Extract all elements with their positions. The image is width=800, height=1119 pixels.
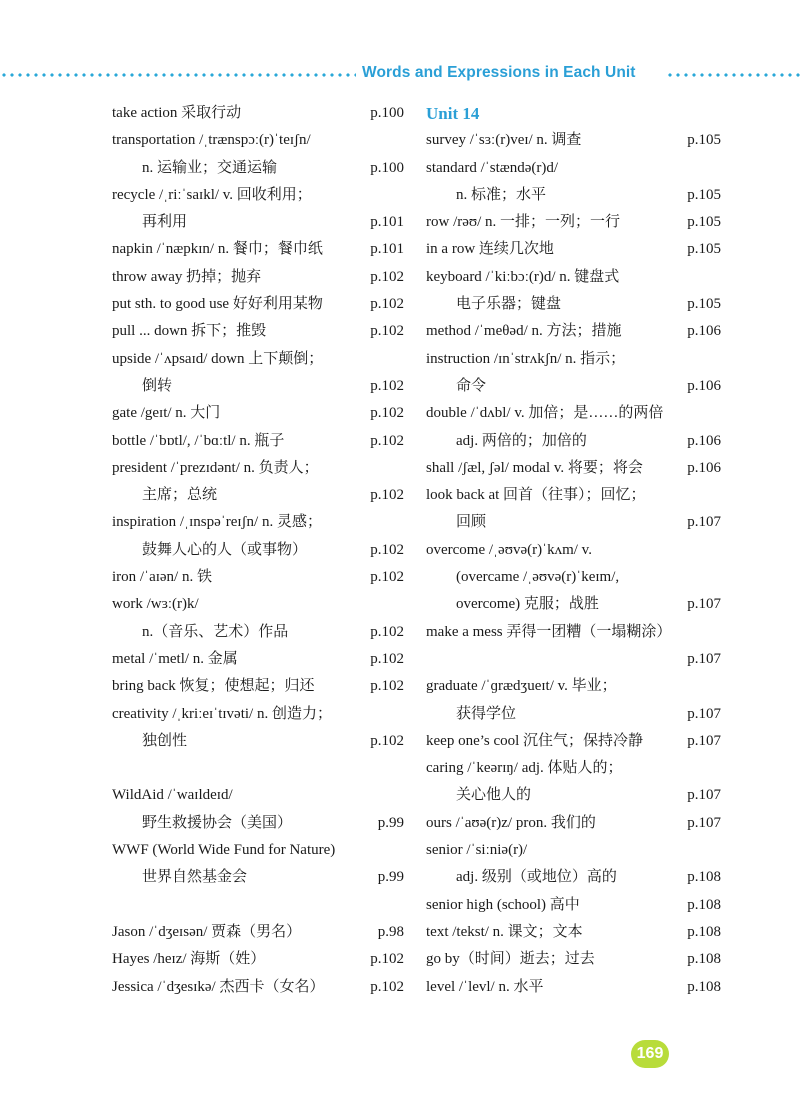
page-number: 169 — [631, 1040, 669, 1068]
entry-page-ref: p.108 — [687, 978, 721, 995]
glossary-entry — [112, 482, 404, 509]
entry-text: n.（音乐、艺术）作品 — [142, 623, 289, 640]
entry-page-ref: p.108 — [687, 951, 721, 968]
section-title: Words and Expressions in Each Unit — [362, 64, 636, 81]
entry-text: ours /ˈaʊə(r)z/ pron. 我们的 — [426, 814, 596, 831]
entry-text: senior high (school) 高中 — [426, 896, 580, 913]
entry-text: go by（时间）逝去；过去 — [426, 951, 595, 968]
entry-page-ref: p.101 — [370, 214, 404, 231]
entry-text: overcome /ˌəʊvə(r)ˈkʌm/ v. — [426, 541, 592, 558]
glossary-entry — [426, 100, 718, 127]
entry-page-ref: p.99 — [377, 814, 404, 831]
glossary-entry — [112, 236, 404, 263]
glossary-entry — [426, 728, 721, 755]
entry-page-ref: p.102 — [370, 432, 404, 449]
entry-text: 获得学位 — [456, 705, 517, 722]
entry-text: 命令 — [456, 377, 487, 394]
glossary-entry — [112, 100, 404, 127]
entry-text: adj. 两倍的；加倍的 — [456, 432, 587, 449]
glossary-entry — [112, 946, 404, 973]
entry-text: WildAid /ˈwaɪldeɪd/ — [112, 787, 233, 804]
entry-page-ref: p.106 — [687, 432, 721, 449]
entry-text: 主席；总统 — [142, 487, 218, 504]
glossary-entry — [426, 428, 721, 455]
glossary-entry — [112, 509, 404, 536]
glossary-entry — [112, 864, 404, 891]
entry-text: president /ˈprezɪdənt/ n. 负责人； — [112, 459, 319, 476]
glossary-entry — [426, 564, 718, 591]
glossary-entry — [426, 264, 718, 291]
glossary-entry — [426, 946, 721, 973]
glossary-entry — [426, 892, 721, 919]
entry-text: gate /geɪt/ n. 大门 — [112, 405, 221, 422]
glossary-entry — [426, 455, 721, 482]
entry-text: standard /ˈstændə(r)d/ — [426, 159, 559, 176]
glossary-entry — [426, 755, 718, 782]
glossary-entry — [112, 728, 404, 755]
entry-page-ref: p.102 — [370, 487, 404, 504]
entry-page-ref: p.105 — [687, 214, 721, 231]
entry-text: 回顾 — [456, 514, 487, 531]
glossary-entry — [112, 619, 404, 646]
entry-page-ref: p.101 — [370, 241, 404, 258]
glossary-entry — [112, 346, 404, 373]
entry-page-ref: p.107 — [687, 650, 721, 667]
entry-text: 世界自然基金会 — [142, 869, 248, 886]
entry-page-ref: p.105 — [687, 241, 721, 258]
entry-text: Unit 14 — [426, 104, 480, 123]
entry-text: level /ˈlevl/ n. 水平 — [426, 978, 544, 995]
glossary-entry — [426, 619, 718, 646]
entry-text: bottle /ˈbɒtl/, /ˈbɑːtl/ n. 瓶子 — [112, 432, 285, 449]
entry-text: keep one’s cool 沉住气；保持冷静 — [426, 732, 644, 749]
glossary-entry — [426, 127, 721, 154]
entry-text: 鼓舞人心的人（或事物） — [142, 541, 308, 558]
left-column — [112, 100, 404, 1001]
entry-text: pull ... down 拆下；推毁 — [112, 323, 267, 340]
glossary-entry — [112, 673, 404, 700]
entry-text: upside /ˈʌpsaɪd/ down 上下颠倒； — [112, 350, 324, 367]
glossary-entry — [112, 318, 404, 345]
entry-text: take action 采取行动 — [112, 105, 242, 121]
entry-text: 独创性 — [142, 732, 188, 749]
entry-text: transportation /ˌtrænspɔː(r)ˈteɪʃn/ — [112, 132, 311, 149]
glossary-entry — [112, 291, 404, 318]
glossary-entry — [426, 974, 721, 1001]
entry-page-ref: p.108 — [687, 869, 721, 886]
dotted-rule-right — [666, 73, 800, 77]
entry-text: Jason /ˈdʒeɪsən/ 贾森（男名） — [112, 923, 302, 940]
glossary-entry — [426, 782, 721, 809]
glossary-entry — [426, 673, 718, 700]
glossary-entry — [112, 373, 404, 400]
entry-text: make a mess 弄得一团糟（一塌糊涂） — [426, 623, 672, 640]
entry-text: overcome) 克服；战胜 — [456, 596, 599, 613]
glossary-entry — [426, 155, 718, 182]
glossary-entry — [112, 209, 404, 236]
entry-text: caring /ˈkeərɪŋ/ adj. 体贴人的； — [426, 760, 623, 777]
entry-text: double /ˈdʌbl/ v. 加倍；是……的两倍 — [426, 405, 664, 422]
glossary-entry — [112, 755, 404, 782]
glossary-entry — [426, 400, 718, 427]
entry-text: text /tekst/ n. 课文；文本 — [426, 923, 583, 940]
glossary-entry — [112, 591, 404, 618]
glossary-entry — [112, 455, 404, 482]
entry-page-ref: p.106 — [687, 459, 721, 476]
glossary-entry — [426, 209, 721, 236]
entry-page-ref: p.107 — [687, 514, 721, 531]
glossary-entry — [426, 291, 721, 318]
glossary-entry — [426, 864, 721, 891]
entry-text: 野生救援协会（美国） — [142, 814, 293, 831]
entry-page-ref: p.108 — [687, 923, 721, 940]
right-column — [426, 100, 721, 1001]
entry-text: inspiration /ˌɪnspəˈreɪʃn/ n. 灵感； — [112, 514, 322, 531]
glossary-entry — [426, 318, 721, 345]
entry-page-ref: p.102 — [370, 377, 404, 394]
entry-text: method /ˈmeθəd/ n. 方法；措施 — [426, 323, 622, 340]
entry-text: WWF (World Wide Fund for Nature) — [112, 842, 336, 859]
entry-text: recycle /ˌriːˈsaɪkl/ v. 回收利用； — [112, 186, 312, 203]
glossary-entry — [426, 509, 721, 536]
entry-page-ref: p.107 — [687, 732, 721, 749]
entry-text: survey /ˈsɜː(r)veɪ/ n. 调查 — [426, 132, 582, 149]
glossary-entry — [112, 564, 404, 591]
entry-page-ref: p.102 — [370, 650, 404, 667]
glossary-entry — [112, 155, 404, 182]
glossary-entry — [112, 428, 404, 455]
entry-page-ref: p.102 — [370, 569, 404, 586]
entry-page-ref: p.106 — [687, 323, 721, 340]
glossary-entry — [112, 892, 404, 919]
glossary-entry — [112, 182, 404, 209]
dotted-rule-left — [0, 73, 356, 77]
entry-text: adj. 级别（或地位）高的 — [456, 869, 617, 886]
entry-text: look back at 回首（往事）；回忆； — [426, 487, 646, 504]
entry-page-ref: p.102 — [370, 978, 404, 995]
entry-page-ref: p.102 — [370, 268, 404, 285]
glossary-entry — [426, 346, 718, 373]
entry-text: n. 运输业；交通运输 — [142, 159, 278, 176]
glossary-entry — [426, 701, 721, 728]
entry-page-ref: p.107 — [687, 596, 721, 613]
entry-page-ref: p.105 — [687, 132, 721, 149]
glossary-entry — [112, 264, 404, 291]
glossary-entry — [112, 919, 404, 946]
entry-text: 再利用 — [142, 214, 188, 231]
glossary-entry — [426, 810, 721, 837]
entry-page-ref: p.102 — [370, 405, 404, 422]
entry-text: Jessica /ˈdʒesɪkə/ 杰西卡（女名） — [112, 978, 325, 995]
entry-text: iron /ˈaɪən/ n. 铁 — [112, 569, 212, 586]
entry-text: keyboard /ˈkiːbɔː(r)d/ n. 键盘式 — [426, 268, 620, 285]
entry-page-ref: p.102 — [370, 296, 404, 313]
glossary-entry — [112, 127, 404, 154]
glossary-entry — [112, 974, 404, 1001]
glossary-entry — [112, 782, 404, 809]
entry-text: Hayes /heɪz/ 海斯（姓） — [112, 951, 266, 968]
entry-page-ref: p.107 — [687, 814, 721, 831]
glossary-entry — [112, 646, 404, 673]
entry-page-ref: p.108 — [687, 896, 721, 913]
entry-page-ref: p.99 — [377, 869, 404, 886]
entry-text: work /wɜː(r)k/ — [112, 596, 199, 613]
entry-page-ref: p.102 — [370, 732, 404, 749]
entry-text: put sth. to good use 好好利用某物 — [112, 296, 323, 313]
entry-text: row /rəʊ/ n. 一排；一列；一行 — [426, 214, 621, 231]
entry-page-ref: p.102 — [370, 541, 404, 558]
entry-text: instruction /ɪnˈstrʌkʃn/ n. 指示； — [426, 350, 626, 367]
entry-text: (overcame /ˌəʊvə(r)ˈkeɪm/, — [456, 569, 620, 586]
entry-text: metal /ˈmetl/ n. 金属 — [112, 650, 238, 667]
entry-text: senior /ˈsiːniə(r)/ — [426, 842, 528, 859]
entry-text: bring back 恢复；使想起；归还 — [112, 678, 315, 695]
glossary-entry — [426, 482, 718, 509]
section-header — [0, 64, 800, 88]
entry-page-ref: p.102 — [370, 678, 404, 695]
entry-page-ref: p.102 — [370, 623, 404, 640]
glossary-entry — [112, 537, 404, 564]
entry-text: n. 标准；水平 — [456, 186, 547, 203]
entry-text: shall /ʃæl, ʃəl/ modal v. 将要；将会 — [426, 459, 643, 476]
entry-text: 电子乐器；键盘 — [456, 296, 562, 313]
glossary-entry — [112, 810, 404, 837]
entry-page-ref: p.105 — [687, 186, 721, 203]
glossary-entry — [426, 837, 718, 864]
entry-text: 倒转 — [142, 377, 173, 394]
glossary-entry — [112, 400, 404, 427]
entry-page-ref: p.98 — [377, 923, 404, 940]
glossary-entry — [426, 537, 718, 564]
entry-page-ref: p.100 — [370, 105, 404, 121]
entry-text: napkin /ˈnæpkɪn/ n. 餐巾；餐巾纸 — [112, 241, 323, 258]
entry-text: in a row 连续几次地 — [426, 241, 554, 258]
entry-page-ref: p.107 — [687, 705, 721, 722]
entry-page-ref: p.105 — [687, 296, 721, 313]
entry-page-ref: p.107 — [687, 787, 721, 804]
glossary-entry — [426, 373, 721, 400]
entry-page-ref: p.106 — [687, 377, 721, 394]
glossary-entry — [426, 919, 721, 946]
entry-page-ref: p.102 — [370, 951, 404, 968]
glossary-entry — [426, 591, 721, 618]
entry-text: throw away 扔掉；抛弃 — [112, 268, 262, 285]
entry-page-ref: p.100 — [370, 159, 404, 176]
entry-text: creativity /ˌkriːeɪˈtɪvəti/ n. 创造力； — [112, 705, 332, 722]
glossary-entry — [426, 182, 721, 209]
entry-page-ref: p.102 — [370, 323, 404, 340]
glossary-entry — [426, 646, 721, 673]
glossary-entry — [426, 236, 721, 263]
glossary-entry — [112, 837, 404, 864]
entry-text: graduate /ˈɡrædʒueɪt/ v. 毕业； — [426, 678, 617, 695]
entry-text: 关心他人的 — [456, 787, 532, 804]
glossary-entry — [112, 701, 404, 728]
